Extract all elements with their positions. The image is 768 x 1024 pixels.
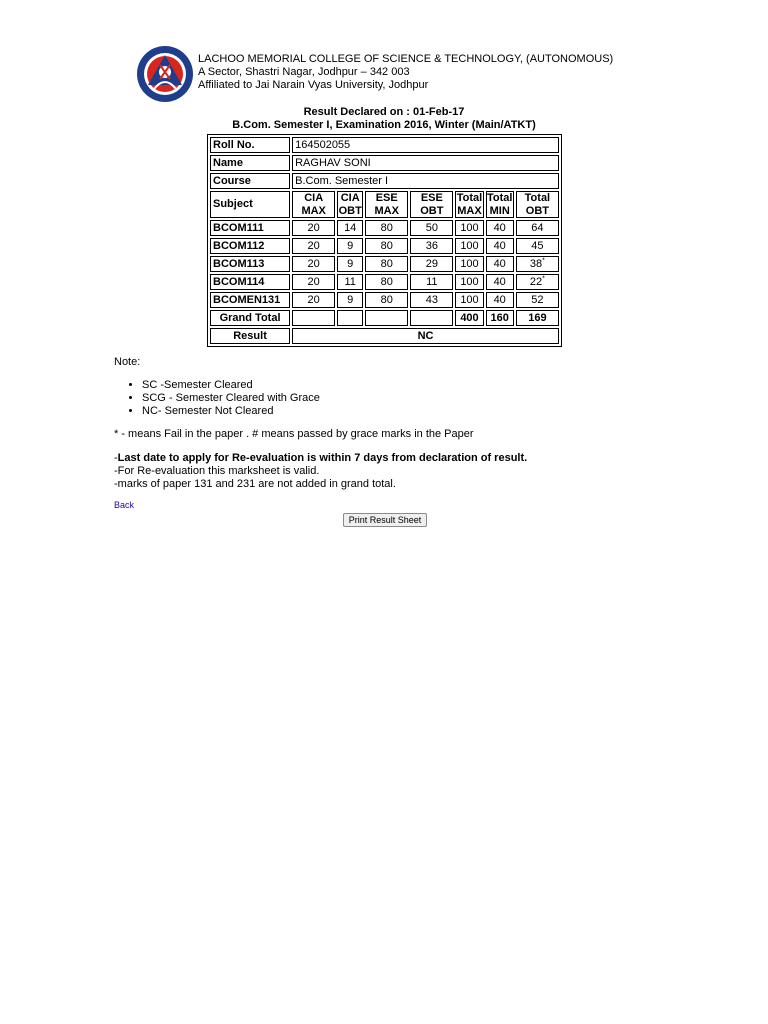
- ese-max-header: [365, 191, 408, 218]
- total-obt-cell: [516, 256, 559, 272]
- total-max-header: [455, 191, 483, 218]
- subject-code: BCOM114: [210, 274, 290, 290]
- reevaluation-note: -For Re-evaluation this marksheet is valid.: [114, 465, 320, 477]
- ese-obt-value: 11: [410, 274, 453, 290]
- cia-max-value: 20: [292, 220, 335, 236]
- total-min-value: 40: [486, 256, 514, 272]
- total-max-header-line2: MAX: [457, 204, 482, 217]
- ese-obt-value: 29: [410, 256, 453, 272]
- college-affiliation: Affiliated to Jai Narain Vyas University, Jodhpur: [198, 79, 429, 91]
- grand-total-obt: 169: [516, 310, 559, 326]
- total-obt-value: 22: [529, 275, 543, 288]
- college-logo-icon: [136, 45, 194, 103]
- ese-max-value: 80: [365, 220, 408, 236]
- total-max-value: 100: [455, 292, 483, 308]
- total-max-header-line1: Total: [456, 192, 483, 204]
- last-date-text: Last date to apply for Re-evaluation is within 7 days from declaration of result.: [117, 452, 528, 464]
- total-obt-value: 38: [529, 257, 543, 270]
- last-date-line: [114, 452, 714, 465]
- cia-max-value: 20: [292, 274, 335, 290]
- list-item: • SCG - Semester Cleared with Grace: [142, 392, 714, 405]
- cia-max-header-line2: MAX: [301, 204, 326, 217]
- total-obt-header-line2: OBT: [525, 204, 550, 217]
- ese-max-value: 80: [365, 238, 408, 254]
- notes-title: Note:: [114, 356, 141, 368]
- total-min-header-line1: Total: [486, 192, 513, 204]
- cia-max-value: 20: [292, 256, 335, 272]
- ese-max-value: 80: [365, 292, 408, 308]
- subject-code: BCOM112: [210, 238, 290, 254]
- table-row: [210, 292, 559, 308]
- course-row: [210, 173, 559, 189]
- name-row: [210, 155, 559, 171]
- roll-label: Roll No.: [210, 137, 290, 153]
- cia-obt-value: 9: [337, 238, 363, 254]
- total-min-value: 40: [486, 220, 514, 236]
- result-heading: [0, 106, 768, 131]
- cia-max-value: 20: [292, 292, 335, 308]
- ese-max-header-line1: ESE: [375, 192, 398, 204]
- total-obt-value: 52: [531, 293, 544, 306]
- grand-total-label: Grand Total: [210, 310, 290, 326]
- total-min-value: 40: [486, 274, 514, 290]
- grand-total-min: 160: [486, 310, 514, 326]
- total-obt-cell: [516, 274, 559, 290]
- empty-cell: [292, 310, 335, 326]
- empty-cell: [365, 310, 408, 326]
- exam-title: B.Com. Semester I, Examination 2016, Winter (Main/ATKT): [232, 118, 536, 131]
- course-value: B.Com. Semester I: [292, 173, 559, 189]
- total-obt-value: 64: [531, 221, 544, 234]
- result-table: [207, 134, 562, 347]
- total-max-value: 100: [455, 238, 483, 254]
- subject-code: BCOM113: [210, 256, 290, 272]
- total-min-header-line2: MIN: [489, 204, 510, 217]
- ese-obt-header: [410, 191, 453, 218]
- total-obt-value: 45: [531, 239, 544, 252]
- college-address: A Sector, Shastri Nagar, Jodhpur – 342 003: [198, 66, 410, 78]
- print-result-button[interactable]: Print Result Sheet: [343, 513, 427, 527]
- ese-obt-value: 36: [410, 238, 453, 254]
- college-header: [136, 45, 656, 103]
- notes-list: [114, 379, 714, 418]
- cia-max-header-line1: CIA: [304, 192, 324, 204]
- roll-value: 164502055: [292, 137, 559, 153]
- list-item: • SC -Semester Cleared: [142, 379, 714, 392]
- course-label: Course: [210, 173, 290, 189]
- result-row: [210, 328, 559, 344]
- table-row: [210, 274, 559, 290]
- last-date-prefix: -: [114, 452, 118, 464]
- total-min-value: 40: [486, 292, 514, 308]
- name-value: RAGHAV SONI: [292, 155, 559, 171]
- total-min-header: [486, 191, 514, 218]
- total-obt-header: [516, 191, 559, 218]
- cia-max-header: [292, 191, 335, 218]
- cia-obt-value: 14: [337, 220, 363, 236]
- empty-cell: [337, 310, 363, 326]
- total-max-value: 100: [455, 220, 483, 236]
- cia-obt-value: 11: [337, 274, 363, 290]
- ese-obt-value: 43: [410, 292, 453, 308]
- ese-max-value: 80: [365, 256, 408, 272]
- roll-row: [210, 137, 559, 153]
- result-declared-date: Result Declared on : 01-Feb-17: [303, 106, 465, 118]
- cia-max-value: 20: [292, 238, 335, 254]
- subject-code: BCOMEN131: [210, 292, 290, 308]
- cia-obt-header: [337, 191, 363, 218]
- cia-obt-value: 9: [337, 292, 363, 308]
- notes-section: [114, 356, 714, 491]
- list-item: • NC- Semester Not Cleared: [142, 405, 714, 418]
- table-row: [210, 220, 559, 236]
- total-max-value: 100: [455, 256, 483, 272]
- total-obt-cell: [516, 292, 559, 308]
- fail-mark: *: [542, 274, 545, 282]
- subject-code: BCOM111: [210, 220, 290, 236]
- grand-total-row: [210, 310, 559, 326]
- table-row: [210, 238, 559, 254]
- total-obt-cell: [516, 220, 559, 236]
- empty-cell: [410, 310, 453, 326]
- result-value: NC: [292, 328, 559, 344]
- back-link[interactable]: Back: [114, 500, 135, 510]
- college-name: LACHOO MEMORIAL COLLEGE OF SCIENCE & TECHNOLOGY, (AUTONOMOUS): [198, 53, 614, 65]
- cia-obt-header-line1: CIA: [340, 192, 360, 204]
- fail-mark: *: [542, 256, 545, 264]
- cia-obt-header-line2: OBT: [338, 204, 362, 217]
- total-obt-header-line1: Total: [524, 192, 551, 204]
- subject-header: Subject: [210, 191, 290, 218]
- column-header-row: [210, 191, 559, 218]
- total-max-value: 100: [455, 274, 483, 290]
- grand-total-max: 400: [455, 310, 483, 326]
- ese-obt-header-line1: ESE: [420, 192, 443, 204]
- total-min-value: 40: [486, 238, 514, 254]
- table-row: [210, 256, 559, 272]
- result-label: Result: [210, 328, 290, 344]
- grand-total-note: -marks of paper 131 and 231 are not added in grand total.: [114, 478, 396, 490]
- symbol-legend: * - means Fail in the paper . # means passed by grace marks in the Paper: [114, 428, 474, 440]
- name-label: Name: [210, 155, 290, 171]
- college-info: [198, 53, 613, 92]
- ese-max-value: 80: [365, 274, 408, 290]
- ese-max-header-line2: MAX: [374, 204, 399, 217]
- cia-obt-value: 9: [337, 256, 363, 272]
- ese-obt-header-line2: OBT: [420, 204, 444, 217]
- total-obt-cell: [516, 238, 559, 254]
- ese-obt-value: 50: [410, 220, 453, 236]
